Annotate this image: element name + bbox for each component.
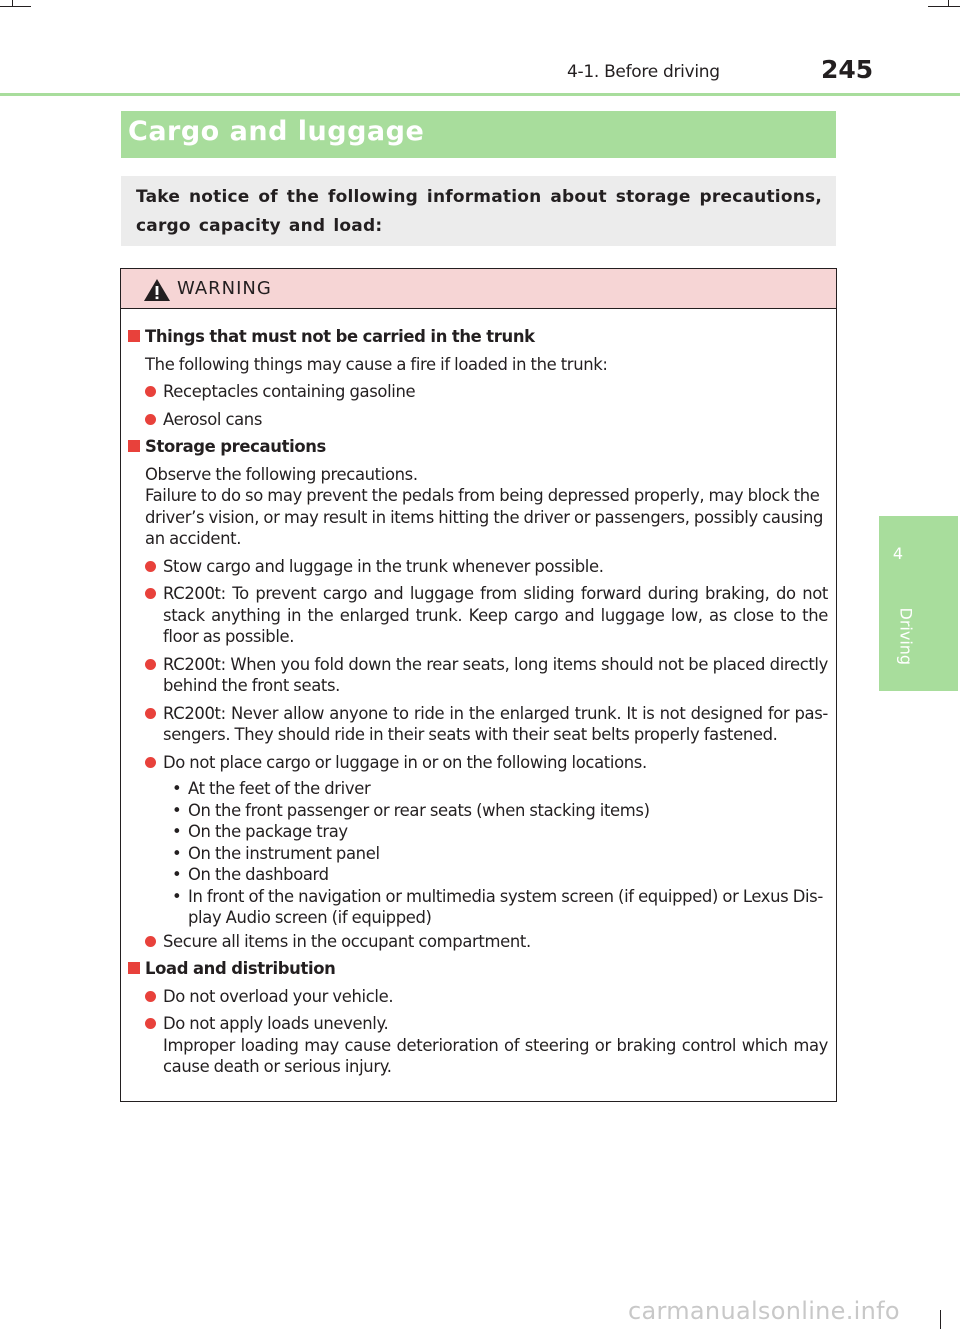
list-item: RC200t: When you fold down the rear seats, long items should not be placed directly behind the front seats. xyxy=(128,654,828,697)
intro-text: Take notice of the following information about storage precautions, cargo capacity and load: xyxy=(136,187,822,236)
round-bullet-icon xyxy=(145,757,156,768)
location-item: • On the dashboard xyxy=(172,864,828,886)
location-item: • At the feet of the driver xyxy=(172,778,828,800)
crop-mark xyxy=(0,6,31,7)
list-item: Do not apply loads unevenly. Improper loading may cause deterioration of steering or braking control which may cause death or serious injury. xyxy=(128,1013,828,1078)
list-item: Receptacles containing gasoline xyxy=(128,381,828,403)
header-rule xyxy=(0,93,960,96)
section-text: The following things may cause a fire if loaded in the trunk: xyxy=(145,354,608,374)
location-item: • On the instrument panel xyxy=(172,843,828,865)
round-bullet-icon xyxy=(145,659,156,670)
section-heading: Storage precautions xyxy=(128,436,828,458)
crop-mark xyxy=(928,6,960,7)
section-heading: Things that must not be carried in the trunk xyxy=(128,326,828,348)
warning-box xyxy=(120,268,837,1102)
round-bullet-icon xyxy=(145,414,156,425)
list-item: Aerosol cans xyxy=(128,409,828,431)
location-item: • In front of the navigation or multimedia system screen (if equipped) or Lexus Dis-play Audio screen (if equipped) xyxy=(172,886,828,929)
intro-box xyxy=(121,176,836,246)
round-bullet-icon xyxy=(145,561,156,572)
square-bullet-icon xyxy=(128,440,140,452)
list-item: RC200t: To prevent cargo and luggage from sliding forward during braking, do not stack anything in the enlarged trunk. Keep cargo and luggage low, as close to the floor as possible. xyxy=(128,583,828,648)
warning-body xyxy=(121,309,836,1078)
list-item: Secure all items in the occupant compartment. xyxy=(128,931,828,953)
warning-title: WARNING xyxy=(177,278,272,299)
list-item: RC200t: Never allow anyone to ride in the enlarged trunk. It is not designed for pas-sengers. They should ride in their seats with their seat belts properly fastened. xyxy=(128,703,828,746)
title-bar xyxy=(121,111,836,158)
round-bullet-icon xyxy=(145,936,156,947)
page-number: 245 xyxy=(821,55,874,84)
page-title: Cargo and luggage xyxy=(128,116,425,147)
section-heading: Load and distribution xyxy=(128,958,828,980)
location-item: • On the front passenger or rear seats (when stacking items) xyxy=(172,800,828,822)
location-list xyxy=(128,778,828,929)
square-bullet-icon xyxy=(128,962,140,974)
list-item: Do not overload your vehicle. xyxy=(128,986,828,1008)
chapter-number: 4 xyxy=(892,544,904,563)
watermark: carmanualsonline.info xyxy=(628,1297,900,1325)
list-item: Do not place cargo or luggage in or on the following locations. xyxy=(128,752,828,774)
list-item: Stow cargo and luggage in the trunk whenever possible. xyxy=(128,556,828,578)
chapter-label: Driving xyxy=(896,607,916,666)
square-bullet-icon xyxy=(128,330,140,342)
crop-mark xyxy=(940,1310,941,1329)
location-item: • On the package tray xyxy=(172,821,828,843)
round-bullet-icon xyxy=(145,991,156,1002)
section-header: 4-1. Before driving xyxy=(567,62,720,82)
warning-triangle-icon xyxy=(143,278,171,302)
round-bullet-icon xyxy=(145,1018,156,1029)
section-text: Observe the following precautions. Failure to do so may prevent the pedals from being depressed properly, may block the driver’s vision, or may result in items hitting the driver or passengers, possibly causing an accident. xyxy=(145,464,824,548)
warning-header xyxy=(121,269,836,309)
round-bullet-icon xyxy=(145,588,156,599)
round-bullet-icon xyxy=(145,708,156,719)
chapter-tab xyxy=(879,516,958,691)
round-bullet-icon xyxy=(145,386,156,397)
